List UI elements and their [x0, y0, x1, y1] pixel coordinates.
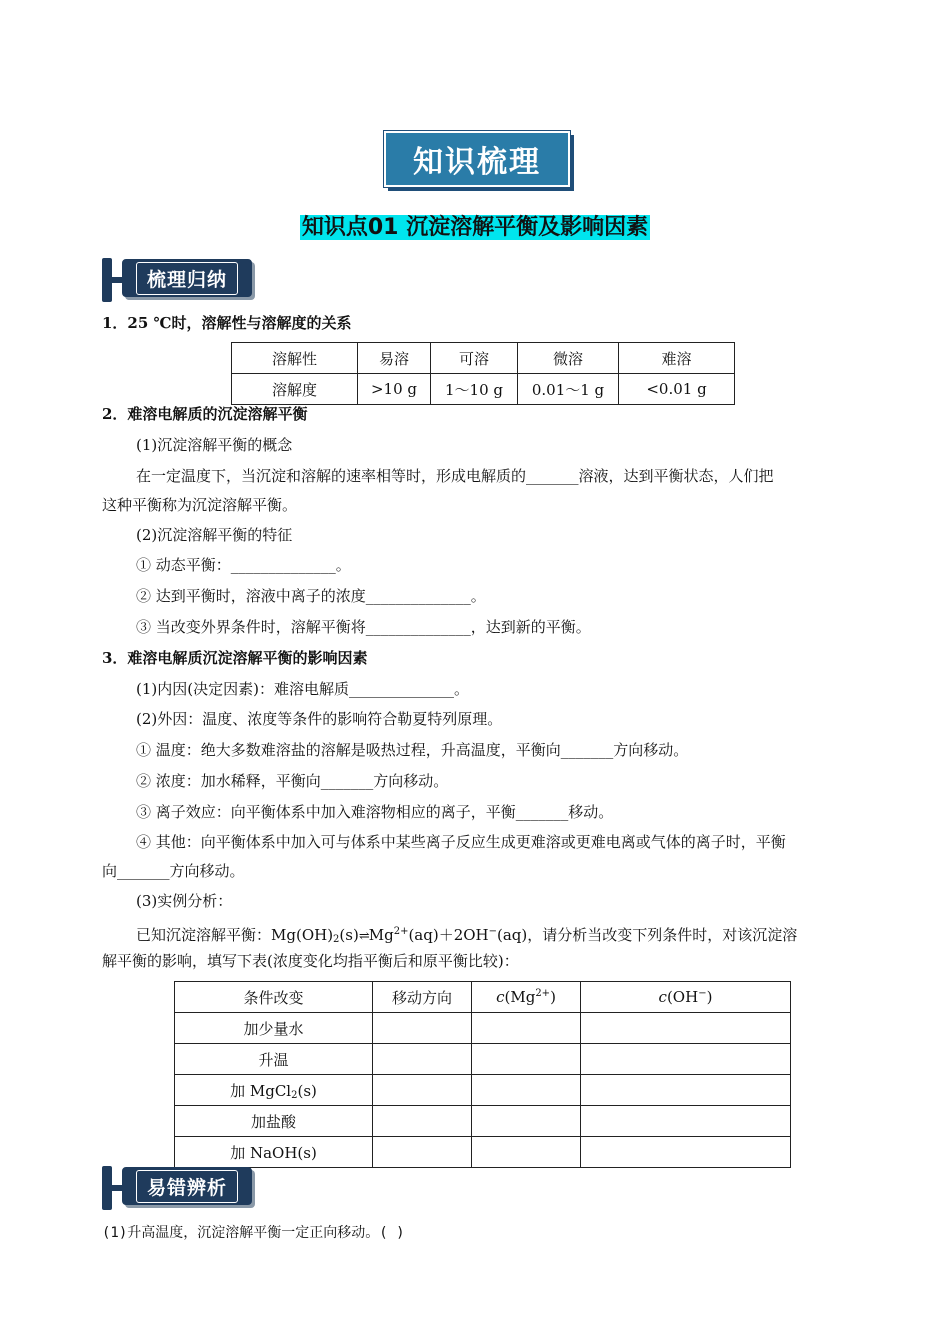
banner-title: 知识梳理 — [384, 131, 570, 187]
answer-cell[interactable] — [472, 1013, 581, 1044]
answer-cell[interactable] — [373, 1106, 472, 1137]
answer-cell[interactable] — [581, 1013, 791, 1044]
table-cell: 溶解性 — [232, 343, 358, 374]
table-header-cell: 移动方向 — [373, 982, 472, 1013]
section-label-text: 易错辨析 — [136, 1170, 238, 1203]
table-cell: >10 g — [358, 374, 431, 405]
h4-end: ) — [706, 988, 713, 1006]
s3-line-6b: 向_______方向移动。 — [102, 862, 245, 880]
section-bar-icon — [102, 258, 112, 302]
table-cell: 易溶 — [358, 343, 431, 374]
table-header-cell: 条件改变 — [175, 982, 373, 1013]
s2-p1-line-a: 在一定温度下，当沉淀和溶解的速率相等时，形成电解质的_______溶液，达到平衡状态，人们把 — [136, 467, 774, 485]
c-symbol: c — [658, 988, 667, 1006]
s3-line-7: (3)实例分析： — [136, 892, 233, 910]
section-bar-icon — [102, 1166, 112, 1210]
section-tick-icon — [112, 277, 122, 283]
s1-heading: 1．25 ℃时，溶解性与溶解度的关系 — [102, 314, 352, 332]
table-row — [175, 1044, 791, 1075]
section-label-text: 梳理归纳 — [136, 262, 238, 295]
table-row — [175, 1075, 791, 1106]
answer-cell[interactable] — [472, 1137, 581, 1168]
s2-heading: 2．难溶电解质的沉淀溶解平衡 — [102, 405, 308, 423]
table-cell: <0.01 g — [619, 374, 735, 405]
s2-feature-1: ① 动态平衡：______________。 — [136, 556, 351, 574]
s3-line-1: (1)内因(决定因素)：难溶电解质______________。 — [136, 680, 469, 698]
error-item-1: (1)升高温度，沉淀溶解平衡一定正向移动。( ) — [102, 1225, 405, 1241]
answer-cell[interactable] — [373, 1075, 472, 1106]
table-cell: 1～10 g — [431, 374, 518, 405]
answer-cell[interactable] — [373, 1137, 472, 1168]
answer-cell[interactable] — [373, 1044, 472, 1075]
c-symbol: c — [496, 988, 505, 1006]
answer-cell[interactable] — [581, 1075, 791, 1106]
r3-b: (s) — [297, 1081, 317, 1100]
equilibrium-arrow-icon: ⇌ — [358, 929, 369, 944]
s3-line-5: ③ 离子效应：向平衡体系中加入难溶物相应的离子，平衡_______移动。 — [136, 803, 614, 821]
s2-p2-title: (2)沉淀溶解平衡的特征 — [136, 526, 293, 544]
eq-mg-charge: 2+ — [393, 926, 409, 937]
answer-cell[interactable] — [581, 1044, 791, 1075]
s3-line-6a: ④ 其他：向平衡体系中加入可与体系中某些离子反应生成更难溶或更难电离或气体的离子时，平衡 — [136, 833, 786, 851]
section-box — [122, 1167, 252, 1205]
h3-sup: 2+ — [535, 988, 551, 999]
table-cell: 0.01～1 g — [518, 374, 619, 405]
s3-heading: 3．难溶电解质沉淀溶解平衡的影响因素 — [102, 649, 368, 667]
equation-line-2: 解平衡的影响，填写下表(浓度变化均指平衡后和原平衡比较)： — [102, 952, 519, 970]
s3-line-2: (2)外因：温度、浓度等条件的影响符合勒夏特列原理。 — [136, 710, 503, 728]
s2-p1-line-b: 这种平衡称为沉淀溶解平衡。 — [102, 496, 298, 514]
section-box — [122, 259, 252, 297]
table-row — [175, 1137, 791, 1168]
s2-feature-2: ② 达到平衡时，溶液中离子的浓度______________。 — [136, 587, 486, 605]
table-header-cell — [472, 982, 581, 1013]
table-cell: 加盐酸 — [175, 1106, 373, 1137]
table-row — [175, 1106, 791, 1137]
eq-prefix: 已知沉淀溶解平衡：Mg(OH) — [136, 926, 334, 944]
analysis-table — [174, 981, 791, 1168]
table-cell: 可溶 — [431, 343, 518, 374]
r3-a: 加 MgCl — [230, 1081, 292, 1100]
knowledge-point-title — [0, 210, 950, 241]
table-cell: 溶解度 — [232, 374, 358, 405]
eq-sub: 2 — [333, 934, 340, 945]
h4-sup: − — [698, 988, 707, 999]
section-label-summary — [102, 258, 256, 302]
table-cell: 微溶 — [518, 343, 619, 374]
section-label-errors — [102, 1166, 256, 1210]
s2-feature-3: ③ 当改变外界条件时，溶解平衡将______________，达到新的平衡。 — [136, 618, 591, 636]
eq-state: (s) — [339, 926, 359, 944]
s3-line-3: ① 温度：绝大多数难溶盐的溶解是吸热过程，升高温度，平衡向_______方向移动。 — [136, 741, 689, 759]
table-cell: 加 NaOH(s) — [175, 1137, 373, 1168]
table-cell — [175, 1075, 373, 1106]
s3-line-4: ② 浓度：加水稀释，平衡向_______方向移动。 — [136, 772, 449, 790]
answer-cell[interactable] — [472, 1044, 581, 1075]
solubility-table — [231, 342, 735, 405]
knowledge-point-title-text: 知识点01 沉淀溶解平衡及影响因素 — [301, 215, 649, 240]
answer-cell[interactable] — [472, 1075, 581, 1106]
h4-rest: (OH — [666, 988, 699, 1006]
eq-suffix: (aq)，请分析当改变下列条件时，对该沉淀溶 — [497, 926, 798, 944]
table-cell: 加少量水 — [175, 1013, 373, 1044]
table-header-row — [175, 982, 791, 1013]
table-header-cell — [581, 982, 791, 1013]
eq-mg: Mg — [368, 926, 394, 944]
answer-cell[interactable] — [581, 1106, 791, 1137]
eq-aq: (aq)＋2OH — [408, 926, 489, 944]
answer-cell[interactable] — [472, 1106, 581, 1137]
table-cell: 难溶 — [619, 343, 735, 374]
eq-oh-charge: − — [488, 926, 498, 937]
answer-cell[interactable] — [581, 1137, 791, 1168]
r3-sub: 2 — [291, 1089, 298, 1101]
knowledge-banner — [384, 131, 578, 193]
s2-p1-title: (1)沉淀溶解平衡的概念 — [136, 436, 293, 454]
h3-rest: (Mg — [504, 988, 536, 1006]
section-tick-icon — [112, 1185, 122, 1191]
table-row — [175, 1013, 791, 1044]
table-cell: 升温 — [175, 1044, 373, 1075]
answer-cell[interactable] — [373, 1013, 472, 1044]
h3-end: ) — [550, 988, 556, 1006]
table-row — [232, 343, 735, 374]
